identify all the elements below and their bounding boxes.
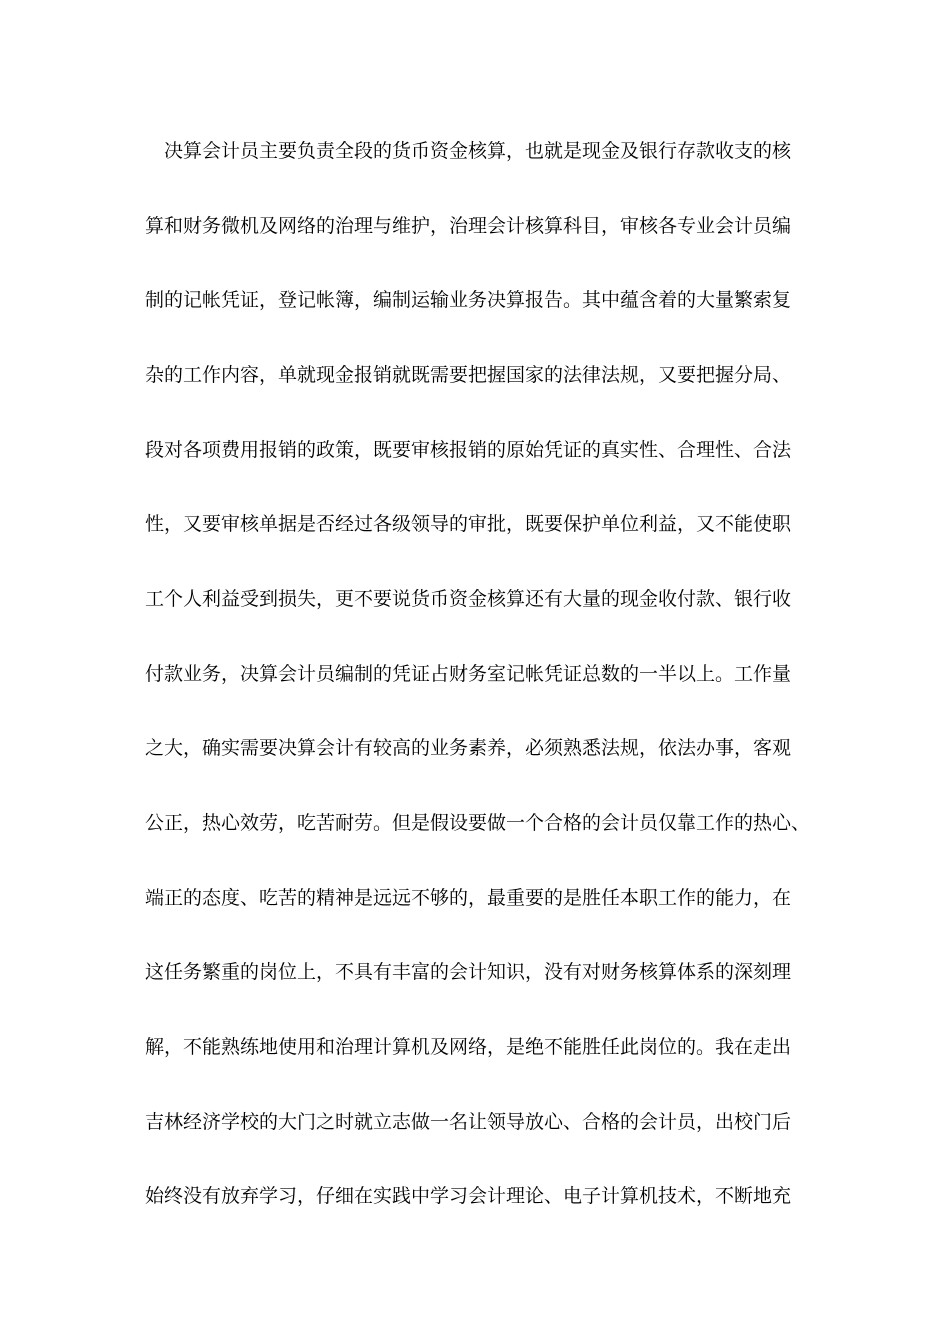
paragraph-line: 之大，确实需要决算会计有较高的业务素养，必须熟悉法规，依法办事，客观 <box>145 737 792 759</box>
paragraph-line: 性，又要审核单据是否经过各级领导的审批，既要保护单位利益，又不能使职 <box>145 513 792 535</box>
paragraph-line: 决算会计员主要负责全段的货币资金核算，也就是现金及银行存款收支的核 <box>164 140 792 162</box>
paragraph-line: 算和财务微机及网络的治理与维护，治理会计核算科目，审核各专业会计员编 <box>145 215 792 237</box>
paragraph-line: 解，不能熟练地使用和治理计算机及网络，是绝不能胜任此岗位的。我在走出 <box>145 1036 792 1058</box>
paragraph-line: 吉林经济学校的大门之时就立志做一名让领导放心、合格的会计员，出校门后 <box>145 1111 792 1133</box>
paragraph-line: 公正，热心效劳，吃苦耐劳。但是假设要做一个合格的会计员仅靠工作的热心、 <box>145 812 811 834</box>
paragraph-line: 始终没有放弃学习，仔细在实践中学习会计理论、电子计算机技术，不断地充 <box>145 1185 792 1207</box>
paragraph-line: 工个人利益受到损失，更不要说货币资金核算还有大量的现金收付款、银行收 <box>145 588 792 610</box>
paragraph-line: 端正的态度、吃苦的精神是远远不够的，最重要的是胜任本职工作的能力，在 <box>145 887 792 909</box>
paragraph-line: 杂的工作内容，单就现金报销就既需要把握国家的法律法规，又要把握分局、 <box>145 364 792 386</box>
paragraph-line: 付款业务，决算会计员编制的凭证占财务室记帐凭证总数的一半以上。工作量 <box>145 663 792 685</box>
paragraph-line: 制的记帐凭证，登记帐簿，编制运输业务决算报告。其中蕴含着的大量繁索复 <box>145 289 792 311</box>
paragraph-line: 这任务繁重的岗位上，不具有丰富的会计知识，没有对财务核算体系的深刻理 <box>145 961 792 983</box>
paragraph-line: 段对各项费用报销的政策，既要审核报销的原始凭证的真实性、合理性、合法 <box>145 439 792 461</box>
